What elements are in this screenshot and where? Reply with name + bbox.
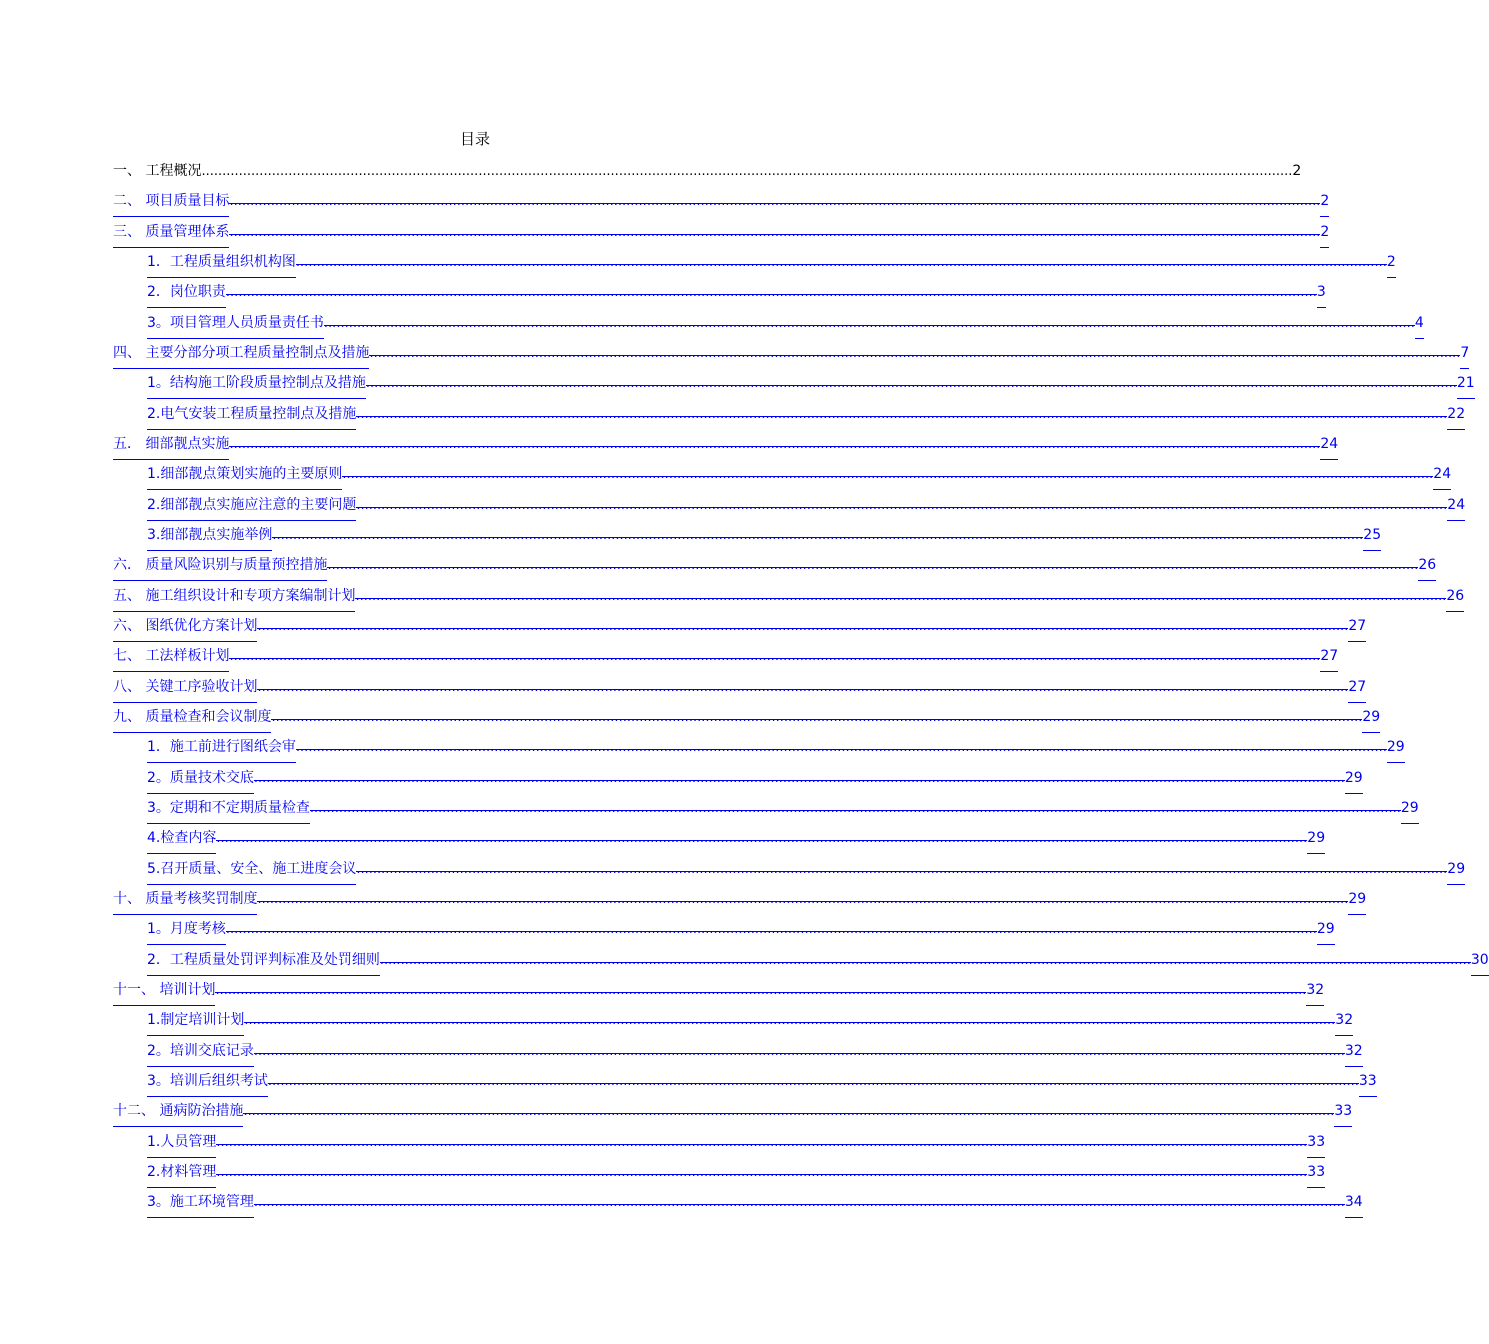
toc-entry-text: 二、 项目质量目标 [113, 186, 229, 217]
dot-leader [380, 945, 1471, 963]
dot-leader [243, 1096, 1334, 1114]
toc-page-number: 32 [1345, 1036, 1363, 1067]
toc-entry-text: 十、 质量考核奖罚制度 [113, 884, 257, 915]
toc-entry-text: 八、 关键工序验收计划 [113, 672, 257, 703]
dot-leader [342, 459, 1433, 477]
dot-leader [356, 854, 1447, 872]
toc-entry[interactable] [113, 308, 1424, 338]
toc-page-number: 24 [1433, 459, 1451, 490]
toc-entry[interactable] [113, 823, 1326, 853]
toc-entry[interactable] [113, 520, 1382, 550]
dot-leader [201, 156, 1292, 173]
dot-leader [216, 1127, 1307, 1145]
toc-entry[interactable] [113, 914, 1335, 944]
dot-leader [257, 884, 1348, 902]
toc-entry[interactable] [113, 247, 1396, 277]
toc-title: 目录 [459, 130, 490, 148]
toc-page-number: 29 [1307, 823, 1325, 854]
toc-page-number: 27 [1348, 611, 1366, 642]
dot-leader [229, 429, 1320, 447]
toc-entry[interactable] [113, 581, 1465, 611]
toc-page-number: 26 [1418, 550, 1436, 581]
toc-entry[interactable] [113, 793, 1419, 823]
dot-leader [369, 338, 1460, 356]
toc-entry[interactable] [113, 641, 1339, 671]
toc-entry-text: 1．工程质量组织机构图 [147, 247, 296, 278]
dot-leader [324, 308, 1415, 326]
dot-leader [229, 217, 1320, 235]
dot-leader [268, 1066, 1359, 1084]
dot-leader [226, 914, 1317, 932]
toc-page-number: 2 [1320, 217, 1329, 248]
toc-entry[interactable] [113, 1096, 1353, 1126]
toc-entry[interactable] [113, 550, 1437, 580]
dot-leader [216, 1157, 1307, 1175]
toc-page-number: 3 [1317, 277, 1326, 308]
toc-entry-text: 3。项目管理人员质量责任书 [147, 308, 324, 339]
dot-leader [254, 1187, 1345, 1205]
toc-page-number: 7 [1460, 338, 1469, 369]
toc-entry-text: 2.电气安装工程质量控制点及措施 [147, 399, 356, 430]
toc-entry[interactable] [113, 884, 1367, 914]
toc-entry-text: 九、 质量检查和会议制度 [113, 702, 271, 733]
toc-page-number: 34 [1345, 1187, 1363, 1218]
toc-page-number: 29 [1348, 884, 1366, 915]
toc-entry-text: 1．施工前进行图纸会审 [147, 732, 296, 763]
toc-page-number: 29 [1317, 914, 1335, 945]
toc-page-number: 29 [1447, 854, 1465, 885]
toc-entry[interactable] [113, 490, 1466, 520]
toc-page-number: 33 [1307, 1127, 1325, 1158]
toc-page-number: 30 [1471, 945, 1489, 976]
toc-entry-text: 1。月度考核 [147, 914, 226, 945]
toc-entry-text: 一、 工程概况 [113, 163, 202, 179]
toc-entry-text: 3。培训后组织考试 [147, 1066, 268, 1097]
toc-entry-text: 2.材料管理 [147, 1157, 216, 1188]
toc-entry-text: 四、 主要分部分项工程质量控制点及措施 [113, 338, 369, 369]
toc-page-number: 22 [1447, 399, 1465, 430]
toc-page-number: 21 [1457, 368, 1475, 399]
toc-entry-text: 五、 施工组织设计和专项方案编制计划 [113, 581, 355, 612]
toc-entry[interactable] [113, 732, 1405, 762]
toc-page-number: 4 [1415, 308, 1424, 339]
toc-entry-text: 3.细部靓点实施举例 [147, 520, 272, 551]
dot-leader [272, 520, 1363, 538]
toc-entry-text: 3。施工环境管理 [147, 1187, 254, 1218]
table-of-contents [113, 156, 1489, 1217]
toc-entry[interactable] [113, 368, 1475, 398]
toc-entry-text: 5.召开质量、安全、施工进度会议 [147, 854, 356, 885]
toc-entry[interactable] [113, 702, 1381, 732]
toc-entry[interactable] [113, 429, 1339, 459]
dot-leader [327, 550, 1418, 568]
toc-entry-text: 2．工程质量处罚评判标准及处罚细则 [147, 945, 380, 976]
dot-leader [356, 490, 1447, 508]
toc-entry [113, 156, 1302, 186]
toc-entry-text: 六、 图纸优化方案计划 [113, 611, 257, 642]
toc-entry[interactable] [113, 611, 1367, 641]
toc-page-number: 29 [1387, 732, 1405, 763]
toc-entry-text: 3。定期和不定期质量检查 [147, 793, 310, 824]
toc-entry[interactable] [113, 672, 1367, 702]
toc-entry[interactable] [113, 1157, 1326, 1187]
toc-entry[interactable] [113, 459, 1452, 489]
toc-page-number: 29 [1401, 793, 1419, 824]
toc-page-number: 25 [1363, 520, 1381, 551]
dot-leader [366, 368, 1457, 386]
dot-leader [215, 975, 1306, 993]
toc-entry-text: 十一、 培训计划 [113, 975, 215, 1006]
toc-entry[interactable] [113, 277, 1326, 307]
dot-leader [226, 277, 1317, 295]
toc-entry[interactable] [113, 217, 1330, 247]
dot-leader [229, 641, 1320, 659]
toc-entry[interactable] [113, 1066, 1377, 1096]
toc-entry[interactable] [113, 975, 1325, 1005]
toc-entry[interactable] [113, 1036, 1363, 1066]
toc-page-number: 33 [1334, 1096, 1352, 1127]
toc-page-number: 2 [1387, 247, 1396, 278]
toc-page-number: 27 [1320, 641, 1338, 672]
toc-entry[interactable] [113, 1127, 1326, 1157]
toc-entry-text: 1.人员管理 [147, 1127, 216, 1158]
toc-entry-text: 2。培训交底记录 [147, 1036, 254, 1067]
dot-leader [355, 581, 1446, 599]
toc-entry-text: 1.制定培训计划 [147, 1005, 244, 1036]
dot-leader [257, 672, 1348, 690]
toc-page-number: 29 [1362, 702, 1380, 733]
dot-leader [356, 399, 1447, 417]
toc-entry-text: 2．岗位职责 [147, 277, 226, 308]
dot-leader [254, 1036, 1345, 1054]
toc-page-number: 32 [1335, 1005, 1353, 1036]
dot-leader [296, 732, 1387, 750]
toc-entry[interactable] [113, 945, 1489, 975]
dot-leader [229, 186, 1320, 204]
toc-entry-text: 1.细部靓点策划实施的主要原则 [147, 459, 342, 490]
toc-page-number: 29 [1345, 763, 1363, 794]
toc-entry[interactable] [113, 399, 1466, 429]
toc-page-number: 2 [1320, 186, 1329, 217]
toc-entry[interactable] [113, 854, 1466, 884]
toc-entry-text: 4.检查内容 [147, 823, 216, 854]
toc-entry-text: 2。质量技术交底 [147, 763, 254, 794]
toc-entry-text: 五． 细部靓点实施 [113, 429, 229, 460]
toc-page-number: 33 [1307, 1157, 1325, 1188]
toc-entry-text: 七、 工法样板计划 [113, 641, 229, 672]
dot-leader [254, 763, 1345, 781]
toc-entry-text: 十二、 通病防治措施 [113, 1096, 243, 1127]
toc-entry-text: 六． 质量风险识别与质量预控措施 [113, 550, 327, 581]
toc-page-number: 24 [1447, 490, 1465, 521]
toc-page-number: 33 [1359, 1066, 1377, 1097]
toc-page-number: 27 [1348, 672, 1366, 703]
toc-page-number: 2 [1292, 163, 1302, 179]
toc-entry-text: 三、 质量管理体系 [113, 217, 229, 248]
toc-entry[interactable] [113, 186, 1330, 216]
toc-entry[interactable] [113, 338, 1470, 368]
dot-leader [244, 1005, 1335, 1023]
dot-leader [310, 793, 1401, 811]
toc-page-number: 24 [1320, 429, 1338, 460]
toc-entry-text: 2.细部靓点实施应注意的主要问题 [147, 490, 356, 521]
toc-entry[interactable] [113, 1187, 1363, 1217]
toc-entry[interactable] [113, 1005, 1354, 1035]
toc-entry[interactable] [113, 763, 1363, 793]
toc-entry-text: 1。结构施工阶段质量控制点及措施 [147, 368, 366, 399]
dot-leader [296, 247, 1387, 265]
toc-page-number: 32 [1306, 975, 1324, 1006]
toc-page-number: 26 [1446, 581, 1464, 612]
dot-leader [216, 823, 1307, 841]
dot-leader [257, 611, 1348, 629]
dot-leader [271, 702, 1362, 720]
